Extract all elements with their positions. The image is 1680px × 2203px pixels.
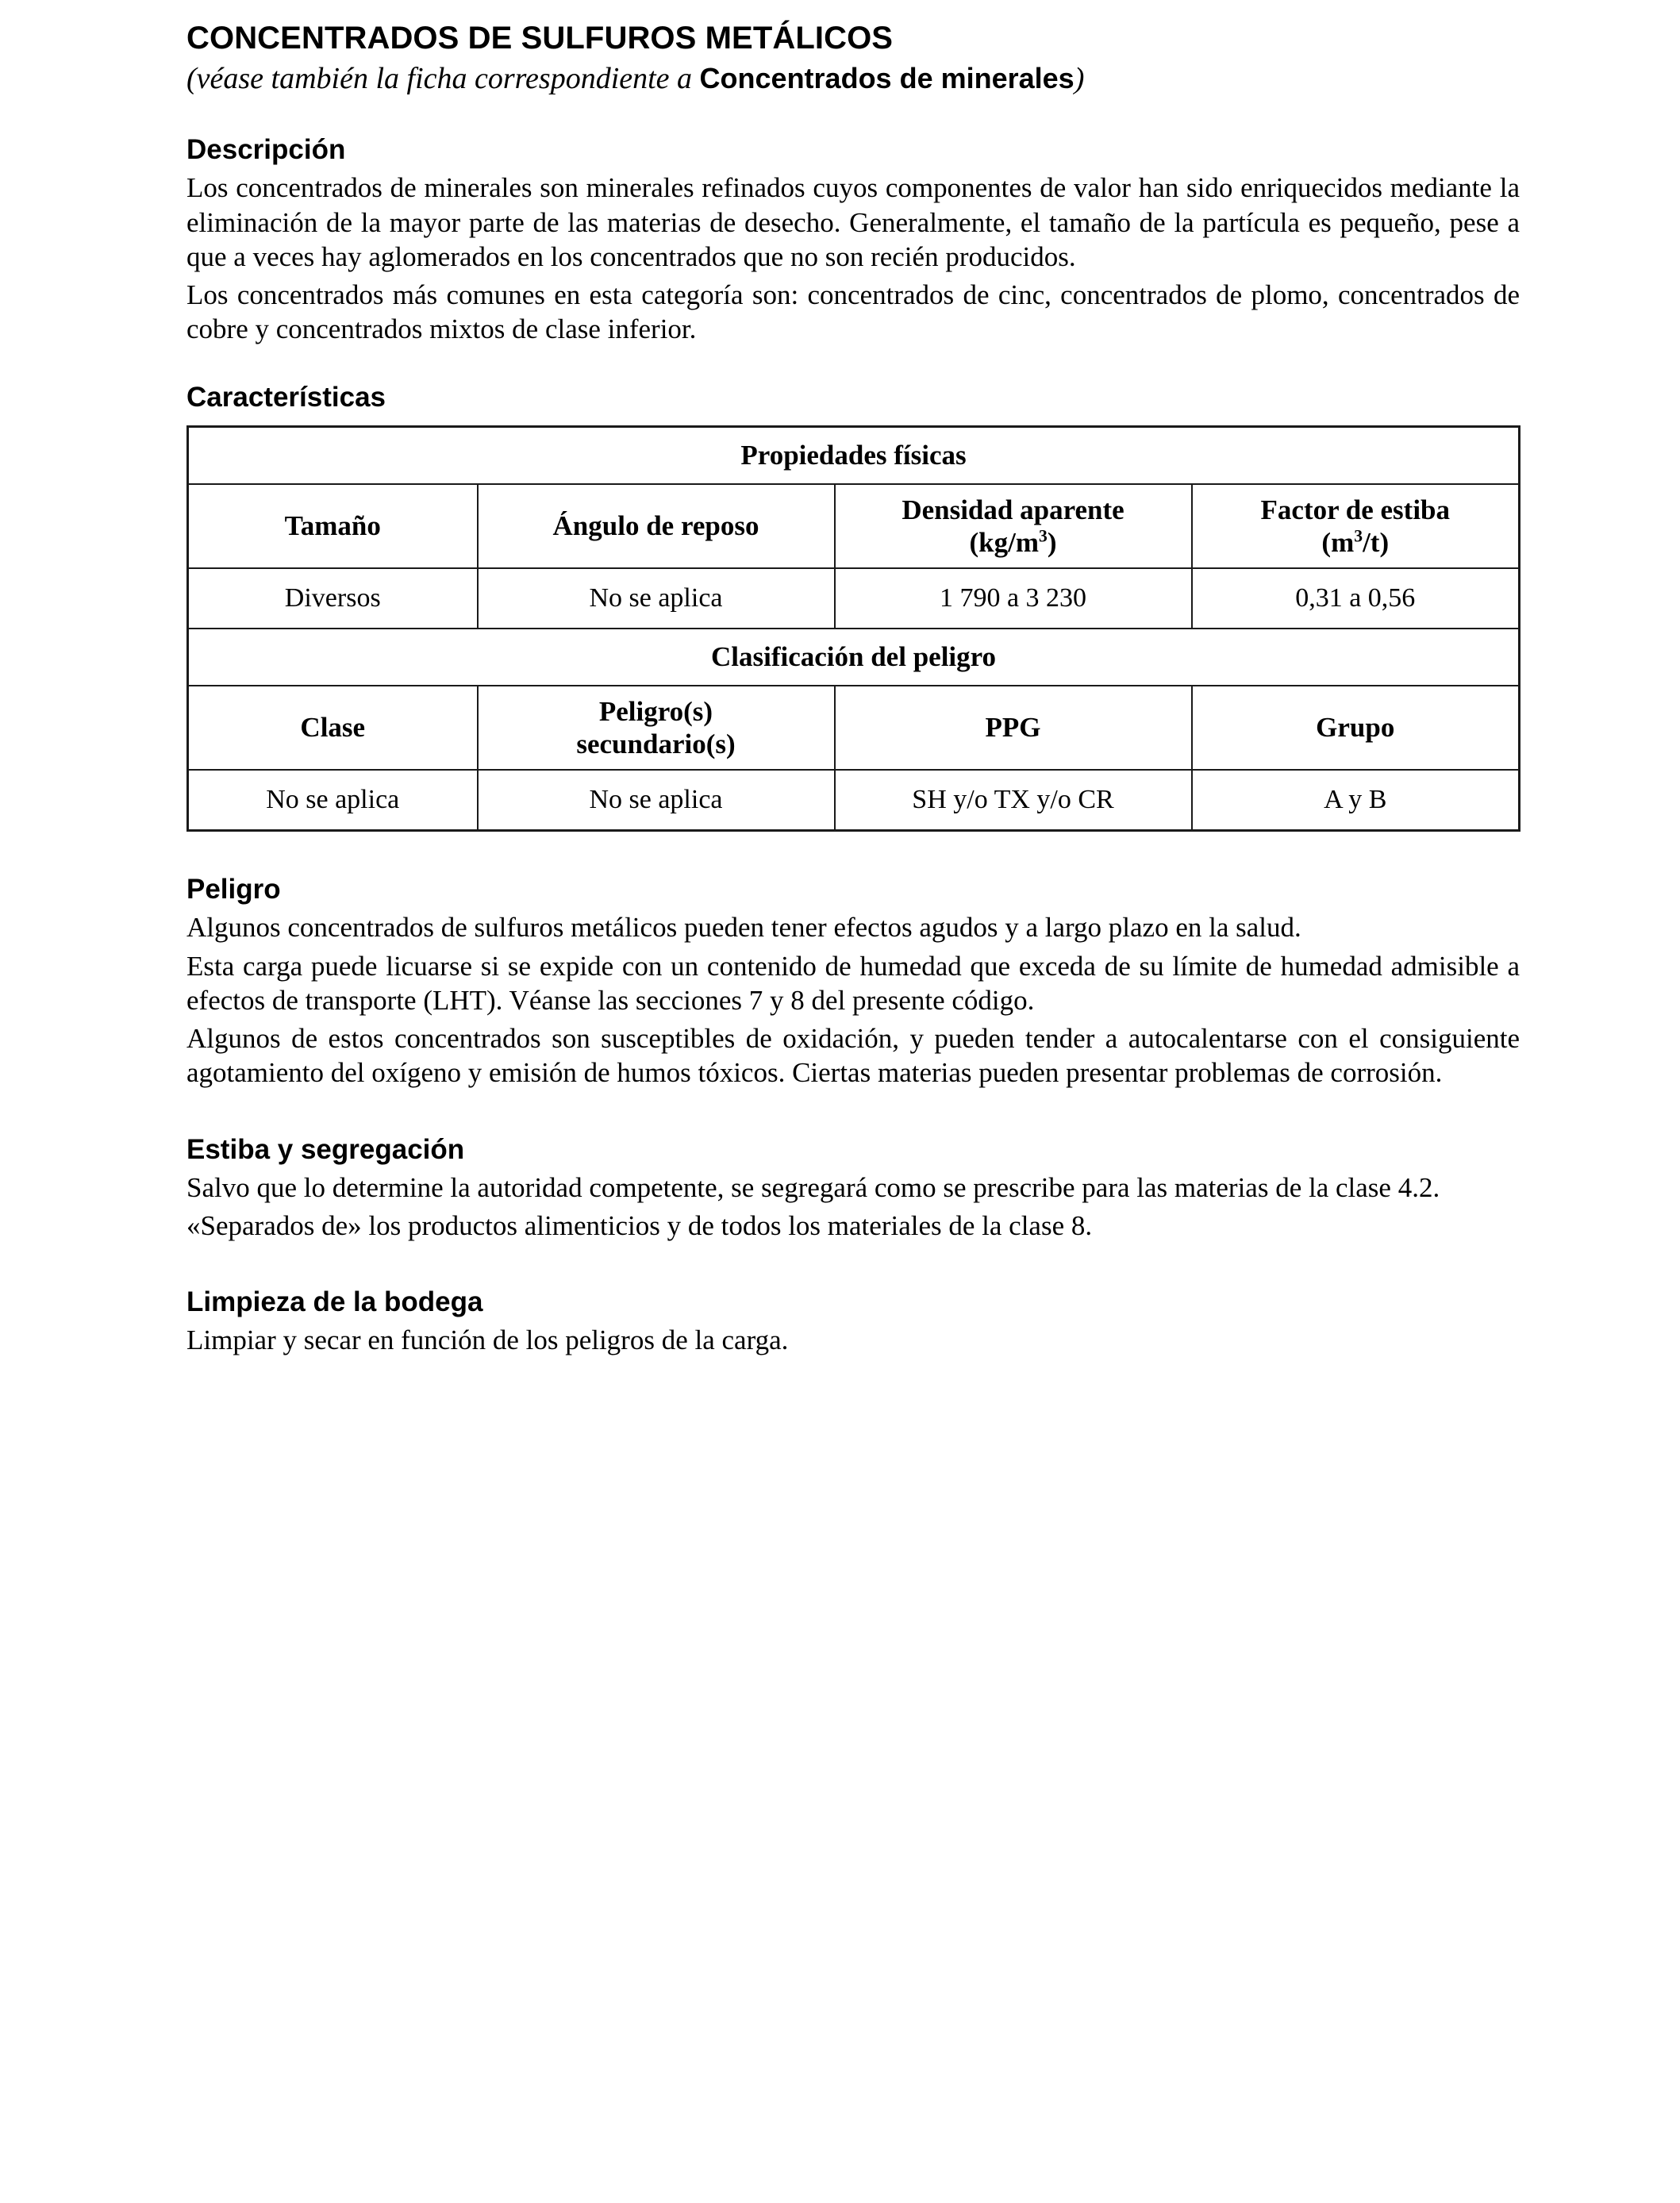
subtitle-suffix: ) — [1074, 61, 1085, 95]
value-peligro-secundario: No se aplica — [478, 770, 835, 831]
column-header-factor-de-estiba — [1192, 484, 1520, 568]
section-heading-limpieza-de-la-bodega: Limpieza de la bodega — [186, 1286, 483, 1318]
value-angulo-de-reposo: No se aplica — [478, 568, 835, 629]
column-header-peligro-secundario — [478, 686, 835, 770]
table-row-physical-values — [188, 568, 1520, 629]
section-heading-peligro: Peligro — [186, 874, 281, 905]
peligro-paragraph-3: Algunos de estos concentrados son susceptibles de oxidación, y pueden tender a autocalentarse con el consiguiente agotamiento del oxígeno y emisión de humos tóxicos. Ciertas materias pueden presentar problemas de corrosión. — [186, 1023, 1520, 1089]
hazard-classification-banner: Clasificación del peligro — [188, 629, 1520, 686]
table-row-physical-headers — [188, 484, 1520, 568]
estiba-paragraph-1: Salvo que lo determine la autoridad competente, se segregará como se prescribe para las materias de la clase 4.2. — [186, 1171, 1440, 1203]
peligro-secundario-line2: secundario(s) — [576, 729, 736, 760]
factor-units-exponent: 3 — [1354, 526, 1363, 546]
factor-header-line1: Factor de estiba — [1260, 494, 1451, 526]
section-heading-caracteristicas: Características — [186, 382, 386, 413]
value-tamano: Diversos — [188, 568, 478, 629]
densidad-header-line1: Densidad aparente — [902, 494, 1124, 526]
column-header-angulo-de-reposo: Ángulo de reposo — [478, 484, 835, 568]
table-row-hazard-banner — [188, 629, 1520, 686]
densidad-header-units: $(kg/m^3)$ — [969, 526, 1057, 559]
column-header-clase: Clase — [188, 686, 478, 770]
peligro-paragraph-2: Esta carga puede licuarse si se expide con un contenido de humedad que exceda de su límite de humedad admisible a efectos de transporte (LHT). Véanse las secciones 7 y 8 del presente código. — [186, 950, 1520, 1016]
descripcion-paragraph-1: Los concentrados de minerales son minerales refinados cuyos componentes de valor han sido enriquecidos mediante la eliminación de la mayor parte de las materias de desecho. Generalmente, el tamaño de la partícula es pequeño, pese a que a veces hay aglomerados en los concentrados que no son recién producidos. — [186, 172, 1520, 272]
section-heading-descripcion: Descripción — [186, 134, 346, 166]
column-header-tamano: Tamaño — [188, 484, 478, 568]
page-title: CONCENTRADOS DE SULFUROS METÁLICOS — [186, 21, 894, 56]
value-factor-de-estiba: 0,31 a 0,56 — [1192, 568, 1520, 629]
column-header-grupo: Grupo — [1192, 686, 1520, 770]
page-subtitle — [186, 61, 1520, 98]
peligro-secundario-line1: Peligro(s) — [598, 696, 713, 728]
value-densidad-aparente: 1 790 a 3 230 — [835, 568, 1192, 629]
value-clase: No se aplica — [188, 770, 478, 831]
table-row-hazard-values — [188, 770, 1520, 831]
value-grupo: A y B — [1192, 770, 1520, 831]
section-heading-estiba-y-segregacion: Estiba y segregación — [186, 1133, 465, 1165]
peligro-paragraph-1: Algunos concentrados de sulfuros metálicos pueden tener efectos agudos y a largo plazo en la salud. — [186, 912, 1301, 944]
characteristics-table — [186, 425, 1520, 832]
subtitle-cross-reference: Concentrados de minerales — [699, 61, 1075, 94]
factor-header-units: $(m^3/t)$ — [1321, 526, 1390, 559]
descripcion-paragraph-2: Los concentrados más comunes en esta categoría son: concentrados de cinc, concentrados de plomo, concentrados de cobre y concentrados mixtos de clase inferior. — [186, 279, 1520, 345]
table-row-physical-banner — [188, 427, 1520, 485]
limpieza-paragraph-1: Limpiar y secar en función de los peligros de la carga. — [186, 1324, 789, 1356]
subtitle-prefix: (véase también la ficha correspondiente a — [186, 61, 700, 95]
value-ppg: SH y/o TX y/o CR — [835, 770, 1192, 831]
densidad-units-exponent: 3 — [1039, 526, 1048, 546]
table-row-hazard-headers — [188, 686, 1520, 770]
column-header-densidad-aparente — [835, 484, 1192, 568]
physical-properties-banner: Propiedades físicas — [188, 427, 1520, 485]
column-header-ppg: PPG — [835, 686, 1192, 770]
estiba-paragraph-2: «Separados de» los productos alimenticios y de todos los materiales de la clase 8. — [186, 1209, 1093, 1241]
